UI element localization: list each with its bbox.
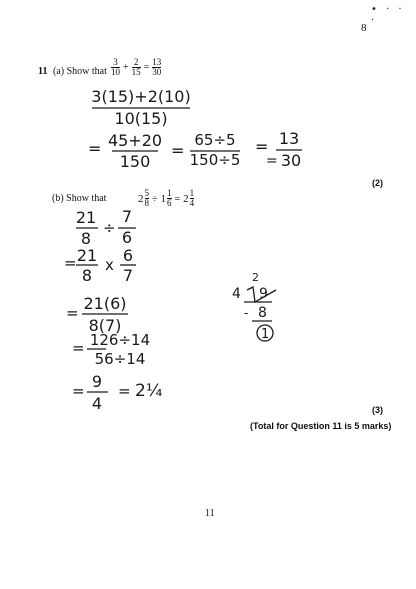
part-a-label: (a) Show that: [53, 66, 107, 77]
numerator: 5: [144, 188, 149, 198]
question-total: (Total for Question 11 is 5 marks): [250, 421, 392, 431]
hw-a-line2-numerator: 45+20: [107, 131, 163, 150]
footer-page-number: 11: [205, 508, 215, 519]
hw-b-division-quotient: 2: [252, 271, 259, 284]
hw-a-line1-denominator: 10(15): [114, 109, 168, 128]
hw-b-equals: =: [72, 339, 85, 357]
hw-b-step2-denominator1: 8: [81, 266, 93, 285]
hw-a-line2-denominator2: 150÷5: [189, 151, 241, 169]
hw-b-final-result: 2¼: [135, 381, 163, 401]
hw-b-equals: =: [118, 382, 131, 400]
denominator: 4: [189, 198, 195, 209]
hw-a-line2-numerator2: 65÷5: [194, 131, 236, 149]
hw-a-line1-numerator: 3(15)+2(10): [91, 87, 191, 106]
question-number: 11: [38, 66, 48, 77]
hw-b-division-divisor: 4: [232, 286, 241, 302]
hw-b-step1-numerator1: 21: [75, 208, 97, 227]
hw-a-equals: =: [171, 141, 185, 160]
part-b-label: (b) Show that: [52, 193, 107, 204]
hw-b-divide: ÷: [103, 219, 116, 237]
whole: 1: [160, 192, 166, 205]
equals-sign: =: [174, 194, 181, 206]
hw-a-equals: =: [88, 139, 102, 158]
numerator: 1: [189, 188, 195, 198]
hw-b-equals: =: [72, 382, 85, 400]
hw-b-division-remainder: 1: [261, 327, 270, 342]
hw-b-equals: =: [64, 254, 77, 272]
header-page-number: 8: [361, 22, 367, 34]
numerator: 2: [133, 57, 139, 67]
hw-b-step1-denominator1: 8: [80, 229, 92, 248]
numerator: 1: [167, 188, 172, 198]
hw-b-step4-numerator: 126÷14: [89, 331, 151, 349]
equals-sign: =: [143, 62, 150, 74]
hw-b-step4-denominator: 56÷14: [94, 350, 146, 368]
hw-b-division-minus: -: [244, 306, 249, 320]
header-dots: • · · ·: [371, 4, 405, 26]
part-b-marks: (3): [372, 405, 383, 415]
hw-b-times: x: [105, 256, 114, 274]
hw-b-division-subtrahend: 8: [258, 305, 267, 321]
hw-b-step2-numerator2: 6: [122, 246, 134, 265]
hw-b-step2-denominator2: 7: [122, 266, 134, 285]
hw-b-division-dividend: 9: [259, 286, 268, 302]
numerator: 13: [152, 57, 162, 67]
part-a-marks: (2): [372, 178, 383, 188]
hw-b-step3-denominator: 8(7): [88, 316, 122, 335]
numerator: 3: [113, 57, 118, 67]
whole: 2: [138, 192, 144, 205]
hw-a-result-numerator: 13: [278, 129, 300, 148]
hw-b-step5-numerator: 9: [91, 372, 103, 391]
hw-a-equals: =: [255, 137, 269, 156]
hw-b-step2-numerator1: 21: [76, 246, 98, 265]
hw-b-step1-numerator2: 7: [121, 207, 133, 226]
hw-b-equals: =: [66, 304, 79, 322]
hw-a-result-denominator: 30: [280, 151, 302, 170]
denominator: 10: [111, 67, 120, 78]
whole: 2: [183, 192, 189, 205]
hw-b-step1-denominator2: 6: [121, 228, 133, 247]
hw-a-line2-denominator: 150: [119, 152, 151, 171]
divide-sign: ÷: [152, 194, 158, 206]
hw-b-step5-denominator: 4: [91, 394, 103, 413]
denominator: 8: [144, 198, 149, 209]
denominator: 15: [131, 67, 141, 78]
denominator: 6: [167, 198, 172, 209]
hw-a-equals: =: [266, 153, 278, 169]
hw-b-step3-numerator: 21(6): [83, 294, 127, 313]
denominator: 30: [152, 67, 162, 78]
plus-sign: +: [123, 62, 129, 74]
